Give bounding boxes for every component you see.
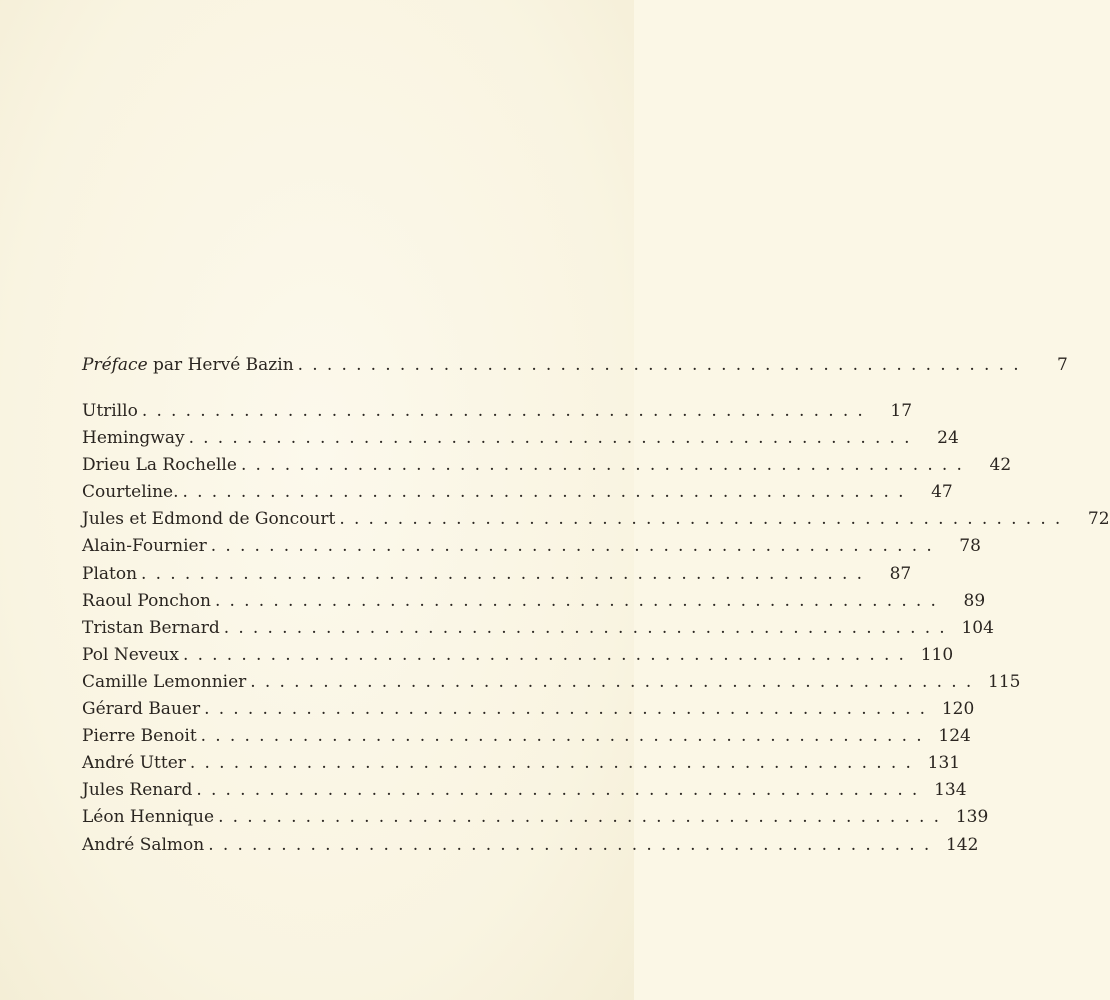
toc-page-number: 115: [988, 671, 1021, 692]
toc-page-number: 124: [938, 726, 971, 747]
toc-row: [82, 804, 989, 831]
toc-page-number: 42: [989, 455, 1012, 476]
toc-row: [82, 425, 959, 452]
toc-preface-section: [82, 352, 1068, 379]
toc-page-number: 24: [937, 428, 959, 449]
toc-entry-title: Jules et Edmond de Goncourt: [82, 509, 336, 530]
toc-entry-title: Tristan Bernard: [82, 617, 220, 638]
toc-row: [82, 479, 953, 506]
dot-leader: ..................................................: [204, 699, 935, 720]
dot-leader: ..................................................: [240, 455, 972, 476]
toc-page-number: 104: [961, 617, 994, 638]
dot-leader: ..................................................: [297, 355, 1028, 375]
toc-page-number: 7: [1057, 355, 1068, 375]
toc-page-number: 78: [959, 536, 981, 557]
dot-leader: ..................................................: [141, 401, 873, 421]
dot-leader: ..................................................: [189, 753, 921, 774]
toc-page-number: 131: [927, 753, 961, 774]
toc-page-number: 142: [945, 834, 979, 855]
toc-page-number: 139: [955, 807, 989, 828]
dot-leader: ..................................................: [218, 807, 949, 828]
toc-row: [82, 615, 994, 642]
toc-entry-title: André Utter: [82, 753, 186, 774]
toc-entry-title: Utrillo: [82, 401, 138, 421]
toc-entry-title: Raoul Ponchon: [82, 590, 211, 611]
toc-entry-title: Camille Lemonnier: [82, 671, 247, 692]
toc-page-number: 89: [963, 590, 986, 611]
toc-entry-title: [82, 352, 298, 379]
toc-entry-title: Platon: [82, 563, 138, 584]
table-of-contents: [82, 398, 1110, 859]
toc-row: [82, 696, 975, 723]
dot-leader: ..................................................: [223, 617, 954, 638]
preface-author: par Hervé Bazin: [147, 355, 294, 375]
dot-leader: ..................................................: [188, 428, 919, 449]
toc-row: [82, 642, 954, 669]
toc-row: [82, 777, 967, 804]
toc-row: [82, 506, 1110, 533]
toc-entry-title: Drieu La Rochelle: [82, 455, 237, 476]
dot-leader: ..................................................: [200, 726, 931, 747]
toc-row: [82, 398, 913, 425]
dot-leader: ..................................................: [141, 563, 872, 584]
toc-entry-title: Alain-Fournier: [82, 536, 207, 557]
dot-leader: ..................................................: [208, 834, 939, 855]
toc-row: [82, 750, 961, 777]
dot-leader: ..................................................: [182, 482, 913, 503]
dot-leader: ..................................................: [250, 671, 981, 692]
toc-entry-title: Gérard Bauer: [82, 699, 201, 720]
dot-leader: ..................................................: [339, 509, 1070, 530]
dot-leader: ..................................................: [182, 644, 914, 665]
toc-row: [82, 588, 986, 615]
toc-entry-title: Pol Neveux: [82, 644, 179, 665]
preface-italic-word: Préface: [82, 355, 148, 375]
toc-page-number: 120: [941, 699, 975, 720]
dot-leader: ..................................................: [214, 590, 946, 611]
dot-leader: ..................................................: [210, 536, 941, 557]
toc-page-number: 17: [890, 401, 913, 421]
toc-row: [82, 533, 981, 560]
toc-entry-title: Courteline.: [82, 482, 179, 503]
toc-entry-title: Pierre Benoit: [82, 726, 197, 747]
toc-page-number: 87: [889, 563, 912, 584]
toc-row-preface: [82, 352, 1068, 379]
toc-page-number: 110: [920, 644, 954, 665]
toc-entry-title: André Salmon: [82, 834, 205, 855]
toc-entry-title: Léon Hennique: [82, 807, 215, 828]
toc-page-number: 47: [931, 482, 953, 503]
toc-row: [82, 561, 912, 588]
toc-page-number: 72: [1087, 509, 1110, 530]
toc-entry-title: Jules Renard: [82, 780, 193, 801]
toc-row: [82, 452, 1012, 479]
toc-entry-title: Hemingway: [82, 428, 185, 449]
toc-row: [82, 832, 979, 859]
dot-leader: ..................................................: [196, 780, 927, 801]
toc-row: [82, 723, 971, 750]
toc-page-number: 134: [934, 780, 967, 801]
toc-row: [82, 669, 1021, 696]
